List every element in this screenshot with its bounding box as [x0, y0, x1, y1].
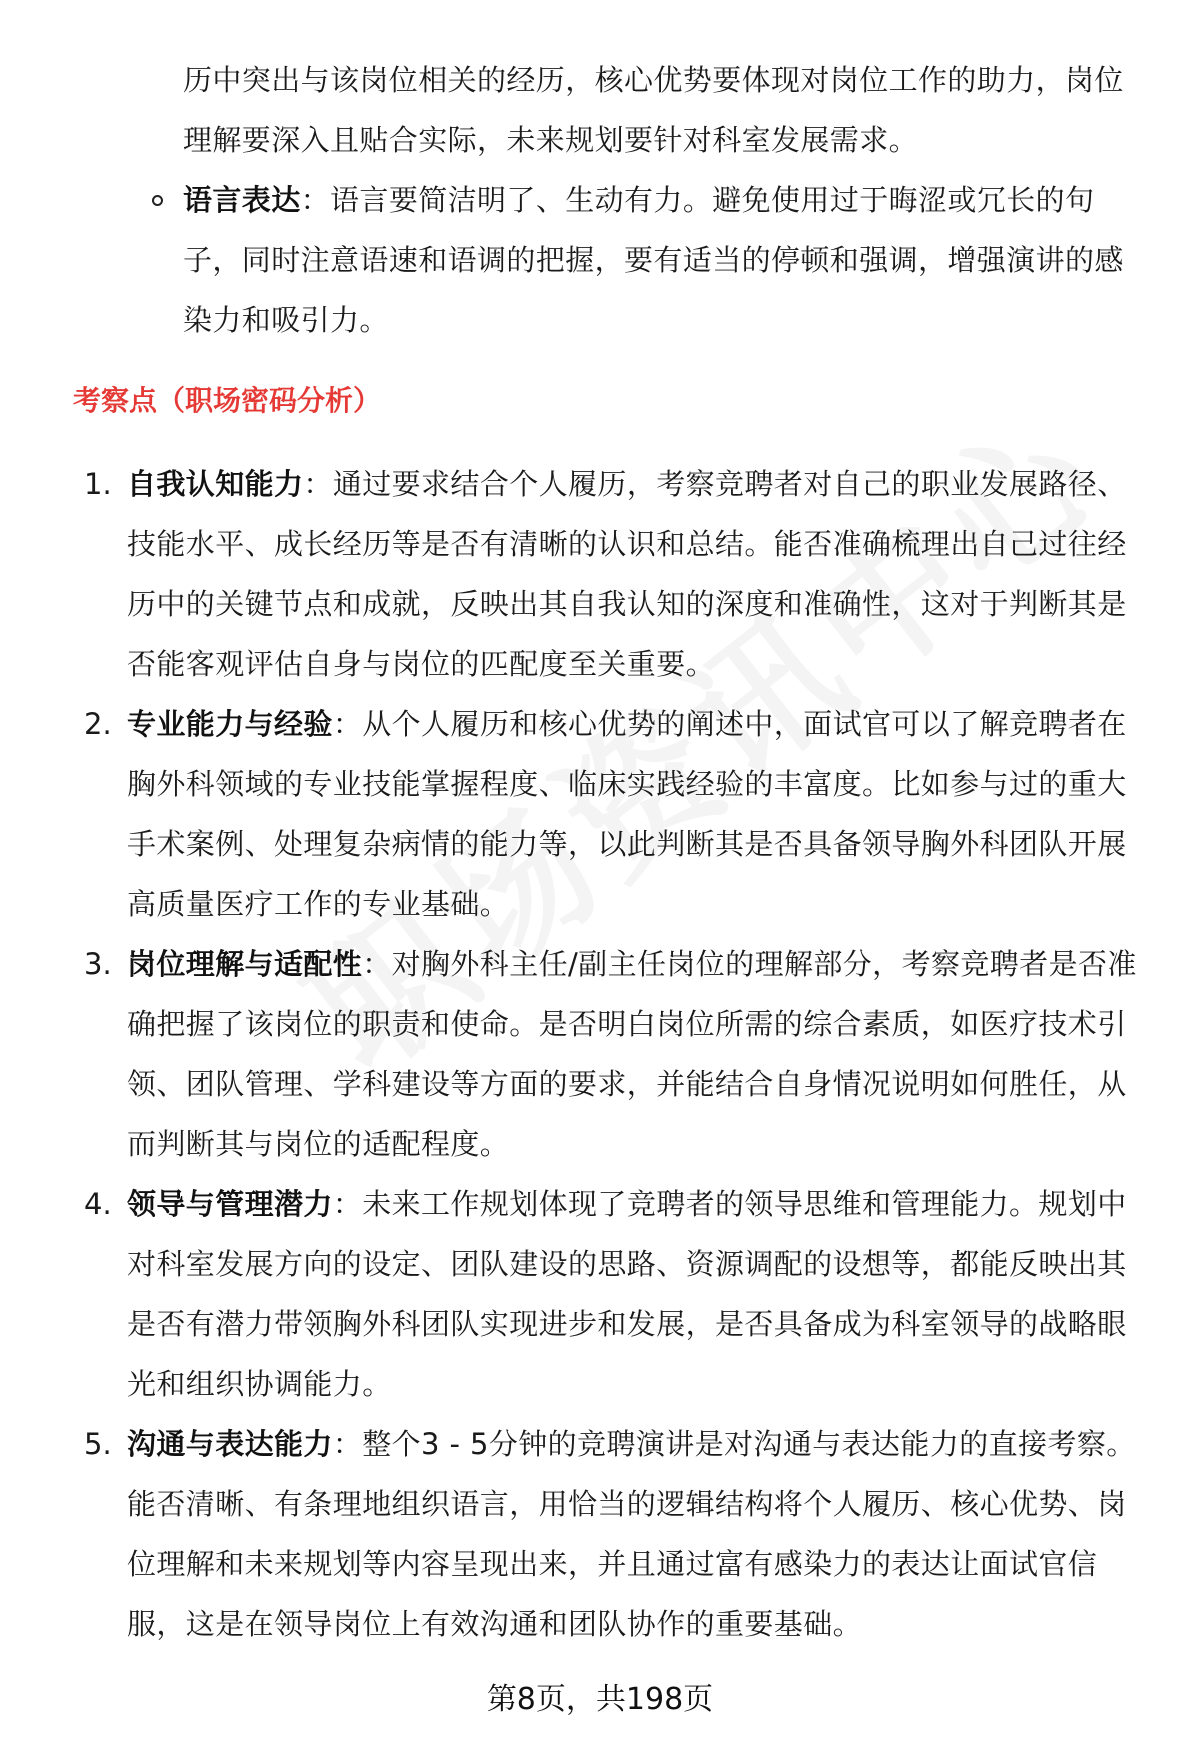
label-separator: ：: [303, 467, 333, 501]
page-number: 第8页，共198页: [486, 1682, 714, 1717]
label-separator: ：: [362, 947, 392, 981]
list-item-number: 5.: [84, 1427, 112, 1461]
list-item-text: 从个人履历和核心优势的阐述中，面试官可以了解竞聘者在: [362, 707, 1127, 741]
language-bullet-line: 染力和吸引力。: [183, 303, 389, 337]
list-item-line: 手术案例、处理复杂病情的能力等，以此判断其是否具备领导胸外科团队开展: [127, 827, 1127, 861]
list-item-label: 专业能力与经验: [127, 707, 333, 741]
list-item-line: 确把握了该岗位的职责和使命。是否明白岗位所需的综合素质，如医疗技术引: [127, 1007, 1127, 1041]
language-bullet-text: 语言要简洁明了、生动有力。避免使用过于晦涩或冗长的句: [330, 183, 1095, 217]
list-item-label: 领导与管理潜力: [127, 1187, 333, 1221]
language-bullet-label: 语言表达: [183, 183, 301, 217]
section-heading: 考察点（职场密码分析）: [73, 384, 382, 417]
list-item-number: 1.: [84, 467, 112, 501]
list-item-line: 光和组织协调能力。: [127, 1367, 392, 1401]
list-item-label: 岗位理解与适配性: [127, 947, 363, 981]
intro-continuation-line: 理解要深入且贴合实际，未来规划要针对科室发展需求。: [183, 123, 919, 157]
list-item-line: 技能水平、成长经历等是否有清晰的认识和总结。能否准确梳理出自己过往经: [127, 527, 1127, 561]
list-item-text: 对胸外科主任/副主任岗位的理解部分，考察竞聘者是否准: [391, 947, 1137, 981]
list-item-line: 胸外科领域的专业技能掌握程度、临床实践经验的丰富度。比如参与过的重大: [127, 767, 1127, 801]
label-separator: ：: [332, 1427, 363, 1461]
label-separator: ：: [300, 183, 331, 217]
list-item-text: 通过要求结合个人履历，考察竞聘者对自己的职业发展路径、: [332, 467, 1127, 501]
list-item-line: [127, 464, 1127, 504]
list-item-line: 对科室发展方向的设定、团队建设的思路、资源调配的设想等，都能反映出其: [127, 1247, 1127, 1281]
list-item-label: 沟通与表达能力: [127, 1427, 333, 1461]
list-item-line: 高质量医疗工作的专业基础。: [127, 887, 510, 921]
list-item-line: [127, 704, 1127, 744]
list-item-text: 整个3 - 5分钟的竞聘演讲是对沟通与表达能力的直接考察。: [362, 1427, 1136, 1461]
list-item-line: 领、团队管理、学科建设等方面的要求，并能结合自身情况说明如何胜任，从: [127, 1067, 1127, 1101]
list-item-line: 而判断其与岗位的适配程度。: [127, 1127, 510, 1161]
list-item-line: 能否清晰、有条理地组织语言，用恰当的逻辑结构将个人履历、核心优势、岗: [127, 1487, 1127, 1521]
list-item-line: [127, 1424, 1136, 1464]
list-item-line: 位理解和未来规划等内容呈现出来，并且通过富有感染力的表达让面试官信: [127, 1547, 1098, 1581]
list-item-line: 是否有潜力带领胸外科团队实现进步和发展，是否具备成为科室领导的战略眼: [127, 1307, 1127, 1341]
language-bullet-line: 子，同时注意语速和语调的把握，要有适当的停顿和强调，增强演讲的感: [183, 243, 1124, 277]
list-item-line: [127, 1184, 1127, 1224]
list-item-number: 4.: [84, 1187, 112, 1221]
list-item-number: 3.: [84, 947, 112, 981]
language-bullet-line: [183, 180, 1094, 220]
list-item-line: 历中的关键节点和成就，反映出其自我认知的深度和准确性，这对于判断其是: [127, 587, 1127, 621]
circle-bullet-icon: [152, 195, 163, 206]
list-item-line: 服，这是在领导岗位上有效沟通和团队协作的重要基础。: [127, 1607, 863, 1641]
intro-continuation-line: 历中突出与该岗位相关的经历，核心优势要体现对岗位工作的助力，岗位: [183, 63, 1124, 97]
list-item-line: [127, 944, 1137, 984]
list-item-number: 2.: [84, 707, 112, 741]
label-separator: ：: [332, 1187, 363, 1221]
list-item-line: 否能客观评估自身与岗位的匹配度至关重要。: [127, 647, 716, 681]
list-item-label: 自我认知能力: [127, 467, 304, 501]
label-separator: ：: [332, 707, 363, 741]
list-item-text: 未来工作规划体现了竞聘者的领导思维和管理能力。规划中: [362, 1187, 1127, 1221]
